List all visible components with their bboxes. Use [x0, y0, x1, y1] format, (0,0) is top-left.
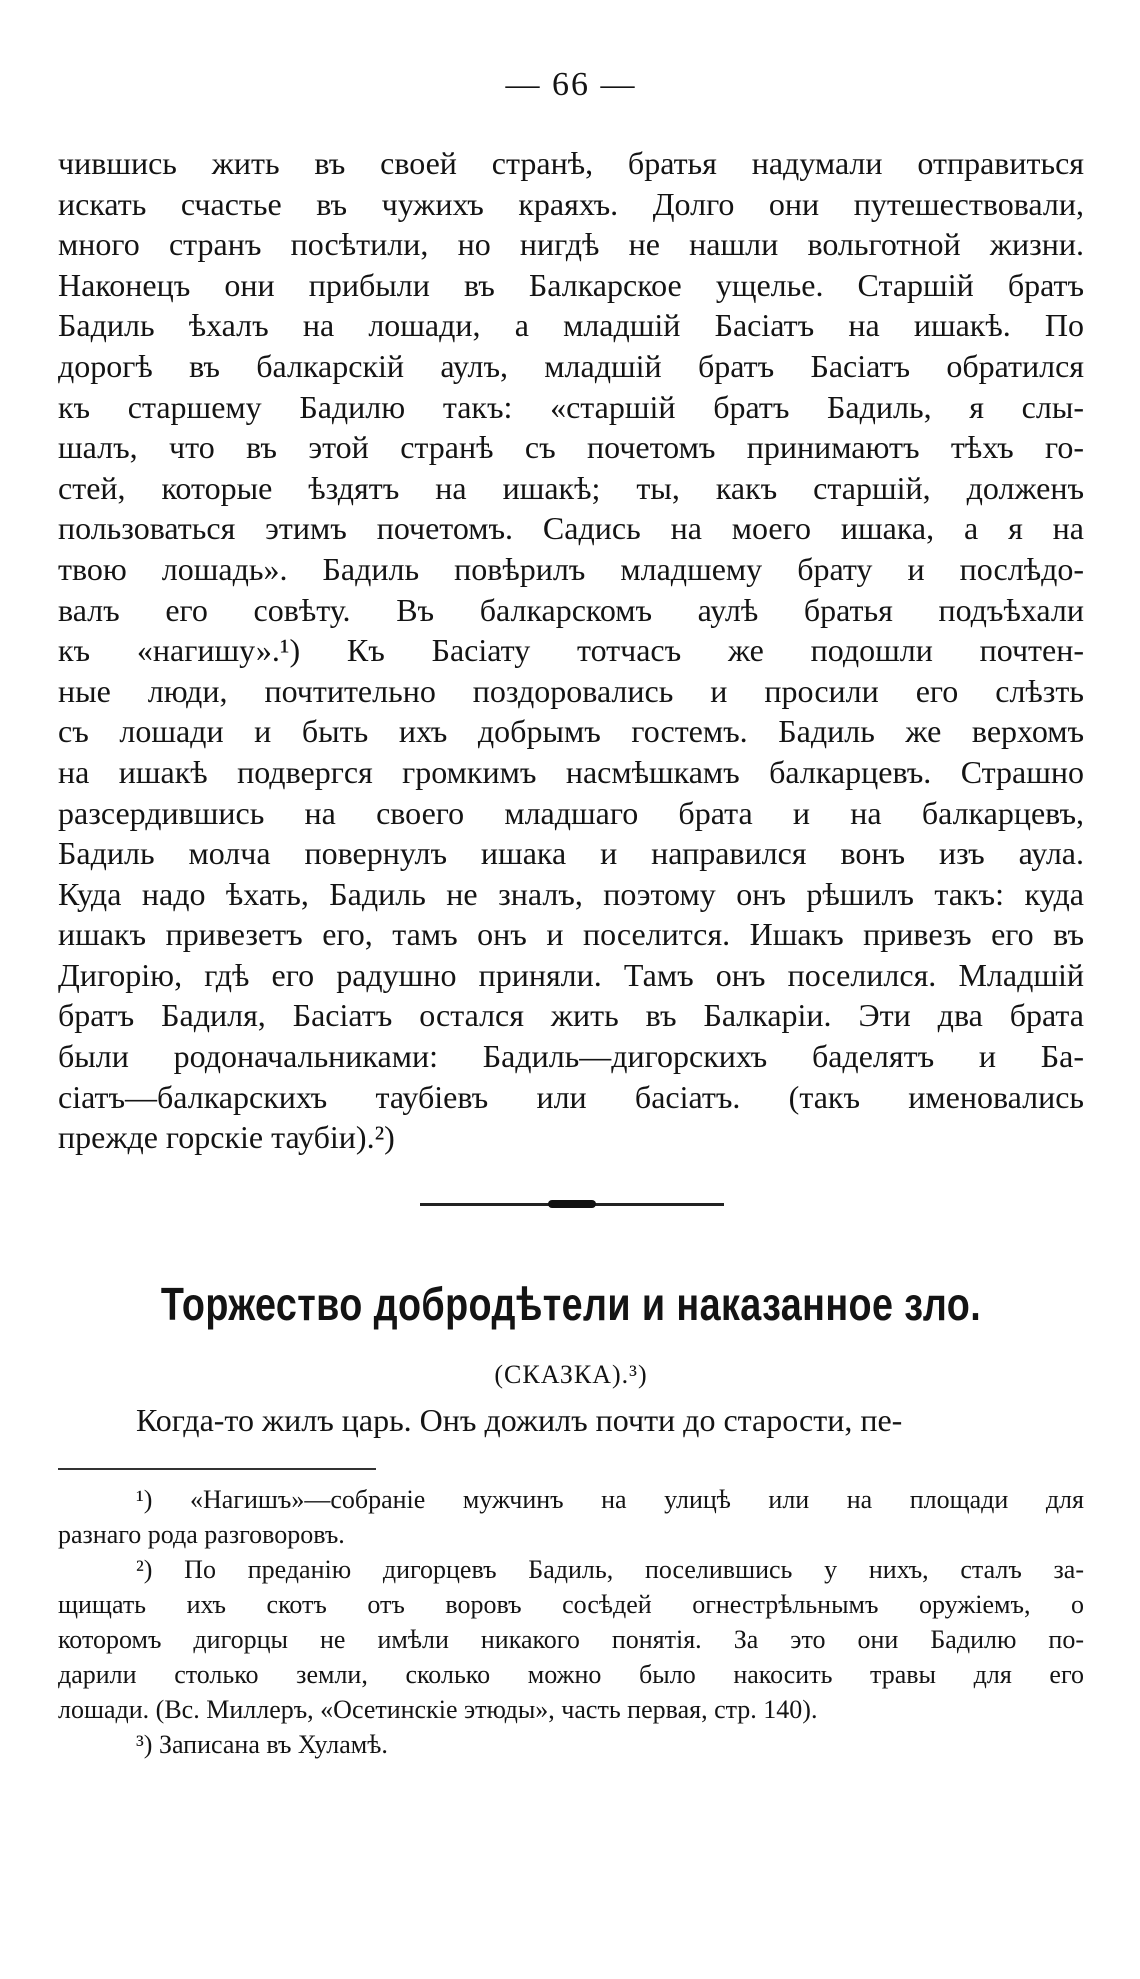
story-first-line: Когда-то жилъ царь. Онъ дожилъ почти до старости, пе-	[136, 1402, 903, 1438]
body-line: пользоваться этимъ почетомъ. Садись на моего ишака, а я на	[58, 510, 1084, 547]
body-line: чившись жить въ своей странѣ, братья надумали отправиться	[58, 145, 1084, 181]
body-line: сіатъ—балкарскихъ таубіевъ или басіатъ. (такъ именовались	[58, 1078, 1084, 1115]
body-line: Бадиль ѣхалъ на лошади, а младшій Басіатъ на ишакѣ. По	[58, 307, 1084, 344]
body-line: стей, которые ѣздятъ на ишакѣ; ты, какъ старшій, долженъ	[58, 469, 1084, 506]
body-line: ишакъ привезетъ его, тамъ онъ и поселится. Ишакъ привезъ его въ	[58, 916, 1084, 953]
body-line: къ «нагишу».¹) Къ Басіату тотчасъ же подошли почтен-	[58, 632, 1084, 669]
footnote-rule	[58, 1468, 376, 1470]
body-line: братъ Бадиля, Басіатъ остался жить въ Балкаріи. Эти два брата	[58, 997, 1084, 1034]
body-line: ные люди, почтительно поздоровались и просили его слѣзть	[58, 672, 1084, 709]
footnote-line: которомъ дигорцы не имѣли никакого понятія. За это они Бадилю по-	[58, 1625, 1084, 1654]
footnote-line: дарили столько земли, сколько можно было накосить травы для его	[58, 1660, 1084, 1689]
section-divider-ornament	[548, 1200, 596, 1208]
body-line: Дигорію, гдѣ его радушно приняли. Тамъ онъ поселился. Младшій	[58, 956, 1084, 993]
footnotes	[58, 1482, 1084, 1762]
footnote-line: ¹) «Нагишъ»—собраніе мужчинъ на улицѣ или на площади для	[136, 1485, 1084, 1514]
body-line: валъ его совѣту. Въ балкарскомъ аулѣ братья подъѣхали	[58, 591, 1084, 628]
body-line: были родоначальниками: Бадиль—дигорскихъ баделятъ и Ба-	[58, 1038, 1084, 1075]
body-line: дорогѣ въ балкарскій аулъ, младшій братъ Басіатъ обратился	[58, 347, 1084, 384]
footnote-line: ²) По преданію дигорцевъ Бадиль, поселившись у нихъ, сталъ за-	[136, 1555, 1084, 1584]
body-line: съ лошади и быть ихъ добрымъ гостемъ. Бадиль же верхомъ	[58, 713, 1084, 750]
footnote-line: лошади. (Вс. Миллеръ, «Осетинскіе этюды», часть первая, стр. 140).	[58, 1695, 818, 1724]
body-line: прежде горскіе таубіи).²)	[58, 1119, 395, 1156]
body-line: на ишакѣ подвергся громкимъ насмѣшкамъ балкарцевъ. Страшно	[58, 753, 1084, 790]
body-text	[58, 143, 1084, 1158]
body-line: много странъ посѣтили, но нигдѣ не нашли вольготной жизни.	[58, 226, 1084, 263]
story-title: Торжество добродѣтели и наказанное зло.	[160, 1278, 982, 1330]
footnote-line: разнаго рода разговоровъ.	[58, 1520, 345, 1549]
body-line: твою лошадь». Бадиль повѣрилъ младшему брату и послѣдо-	[58, 550, 1084, 587]
body-line: разсердившись на своего младшаго брата и на балкарцевъ,	[58, 794, 1084, 831]
footnote-line: ³) Записана въ Хуламѣ.	[136, 1730, 388, 1759]
body-line: Бадиль молча повернулъ ишака и направился вонъ изъ аула.	[58, 835, 1084, 872]
footnote-line: щищать ихъ скотъ отъ воровъ сосѣдей огнестрѣльнымъ оружіемъ, о	[58, 1590, 1084, 1619]
story-subtitle: (СКАЗКА).³)	[494, 1360, 648, 1389]
body-line: къ старшему Бадилю такъ: «старшій братъ Бадиль, я слы-	[58, 388, 1084, 425]
page-number: — 66 —	[505, 66, 637, 103]
body-line: шалъ, что въ этой странѣ съ почетомъ принимаютъ тѣхъ го-	[58, 429, 1084, 466]
body-line: Куда надо ѣхать, Бадиль не зналъ, поэтому онъ рѣшилъ такъ: куда	[58, 875, 1084, 912]
body-line: искать счастье въ чужихъ краяхъ. Долго они путешествовали,	[58, 185, 1084, 222]
body-line: Наконецъ они прибыли въ Балкарское ущелье. Старшій братъ	[58, 266, 1084, 303]
